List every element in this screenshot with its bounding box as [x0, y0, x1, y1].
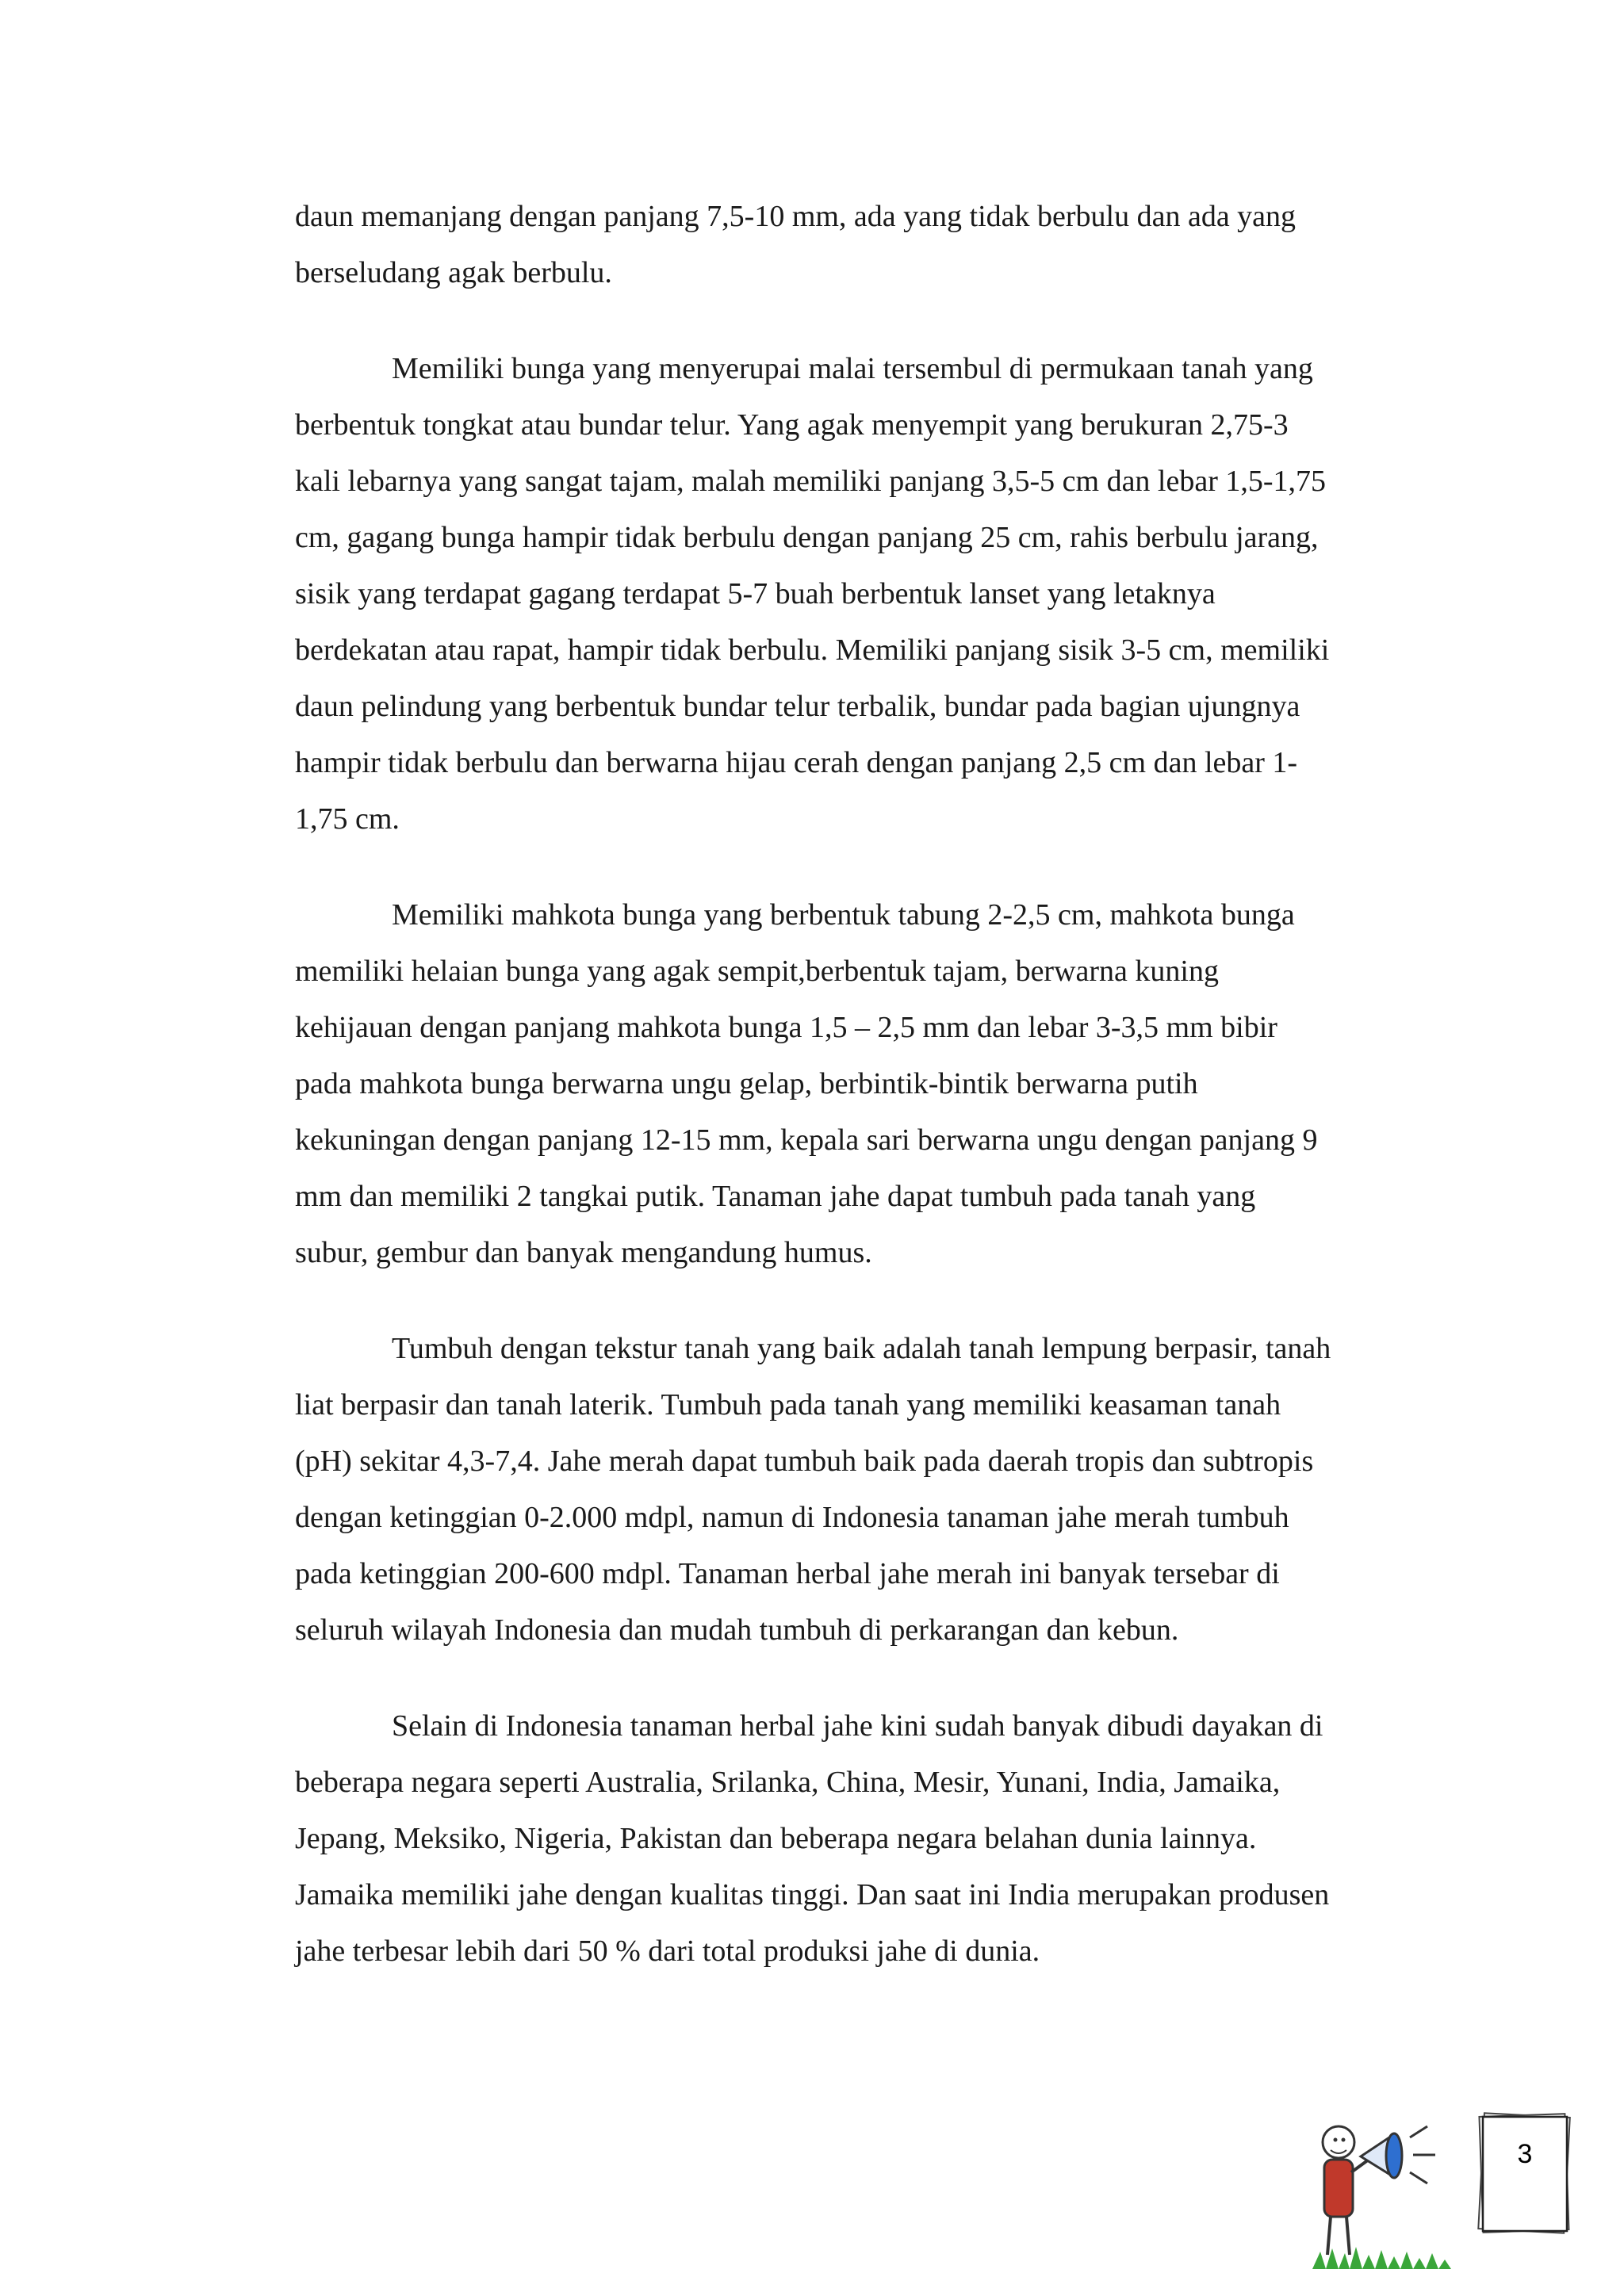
- page-number-box: [1473, 2109, 1576, 2239]
- megaphone-icon: [1361, 2126, 1435, 2183]
- grass-icon: [1312, 2247, 1451, 2269]
- text-line: Memiliki bunga yang menyerupai malai tersembul di permukaan tanah yang: [392, 352, 1313, 385]
- text-line: Selain di Indonesia tanaman herbal jahe kini sudah banyak dibudi dayakan di: [392, 1709, 1323, 1743]
- text-line: jahe terbesar lebih dari 50 % dari total produksi jahe di dunia.: [295, 1934, 1040, 1968]
- text-line: sisik yang terdapat gagang terdapat 5-7 buah berbentuk lanset yang letaknya: [295, 577, 1216, 610]
- text-line: berseludang agak berbulu.: [295, 256, 612, 289]
- text-line: kali lebarnya yang sangat tajam, malah memiliki panjang 3,5-5 cm dan lebar 1,5-1,75: [295, 465, 1327, 498]
- page-number: 3: [1517, 2139, 1533, 2169]
- stick-figure-icon: [1323, 2126, 1369, 2255]
- megaphone-figure-icon: [1308, 2061, 1459, 2275]
- text-line: pada mahkota bunga berwarna ungu gelap, berbintik-bintik berwarna putih: [295, 1067, 1198, 1100]
- text-line: Jamaika memiliki jahe dengan kualitas tinggi. Dan saat ini India merupakan produsen: [295, 1878, 1330, 1911]
- text-line: daun pelindung yang berbentuk bundar telur terbalik, bundar pada bagian ujungnya: [295, 690, 1300, 723]
- text-line: pada ketinggian 200-600 mdpl. Tanaman herbal jahe merah ini banyak tersebar di: [295, 1557, 1280, 1590]
- text-line: Tumbuh dengan tekstur tanah yang baik adalah tanah lempung berpasir, tanah: [392, 1332, 1331, 1365]
- text-line: beberapa negara seperti Australia, Srilanka, China, Mesir, Yunani, India, Jamaika,: [295, 1766, 1281, 1799]
- text-line: dengan ketinggian 0-2.000 mdpl, namun di Indonesia tanaman jahe merah tumbuh: [295, 1501, 1289, 1534]
- paragraph-5: [295, 1698, 1427, 1980]
- stacked-paper-icon: [1473, 2109, 1576, 2239]
- text-line: seluruh wilayah Indonesia dan mudah tumbuh di perkarangan dan kebun.: [295, 1613, 1179, 1647]
- text-line: cm, gagang bunga hampir tidak berbulu dengan panjang 25 cm, rahis berbulu jarang,: [295, 521, 1319, 554]
- text-line: hampir tidak berbulu dan berwarna hijau cerah dengan panjang 2,5 cm dan lebar 1-: [295, 746, 1298, 779]
- paragraph-4: [295, 1321, 1427, 1659]
- paragraph-1: [295, 189, 1427, 301]
- text-line: memiliki helaian bunga yang agak sempit,berbentuk tajam, berwarna kuning: [295, 955, 1219, 988]
- paragraph-3: [295, 887, 1427, 1281]
- text-line: Jepang, Meksiko, Nigeria, Pakistan dan beberapa negara belahan dunia lainnya.: [295, 1822, 1257, 1855]
- text-line: Memiliki mahkota bunga yang berbentuk tabung 2-2,5 cm, mahkota bunga: [392, 898, 1295, 932]
- text-line: daun memanjang dengan panjang 7,5-10 mm, ada yang tidak berbulu dan ada yang: [295, 200, 1297, 233]
- text-line: 1,75 cm.: [295, 802, 400, 836]
- text-line: berbentuk tongkat atau bundar telur. Yang agak menyempit yang berukuran 2,75-3: [295, 408, 1289, 442]
- paragraph-2: [295, 341, 1427, 848]
- text-line: subur, gembur dan banyak mengandung humus.: [295, 1236, 872, 1269]
- text-line: liat berpasir dan tanah laterik. Tumbuh pada tanah yang memiliki keasaman tanah: [295, 1388, 1281, 1422]
- text-line: kekuningan dengan panjang 12-15 mm, kepala sari berwarna ungu dengan panjang 9: [295, 1123, 1318, 1157]
- text-line: mm dan memiliki 2 tangkai putik. Tanaman jahe dapat tumbuh pada tanah yang: [295, 1180, 1256, 1213]
- document-body: [295, 189, 1427, 2019]
- text-line: (pH) sekitar 4,3-7,4. Jahe merah dapat tumbuh baik pada daerah tropis dan subtropis: [295, 1445, 1314, 1478]
- text-line: kehijauan dengan panjang mahkota bunga 1,5 – 2,5 mm dan lebar 3-3,5 mm bibir: [295, 1011, 1277, 1044]
- text-line: berdekatan atau rapat, hampir tidak berbulu. Memiliki panjang sisik 3-5 cm, memiliki: [295, 633, 1330, 667]
